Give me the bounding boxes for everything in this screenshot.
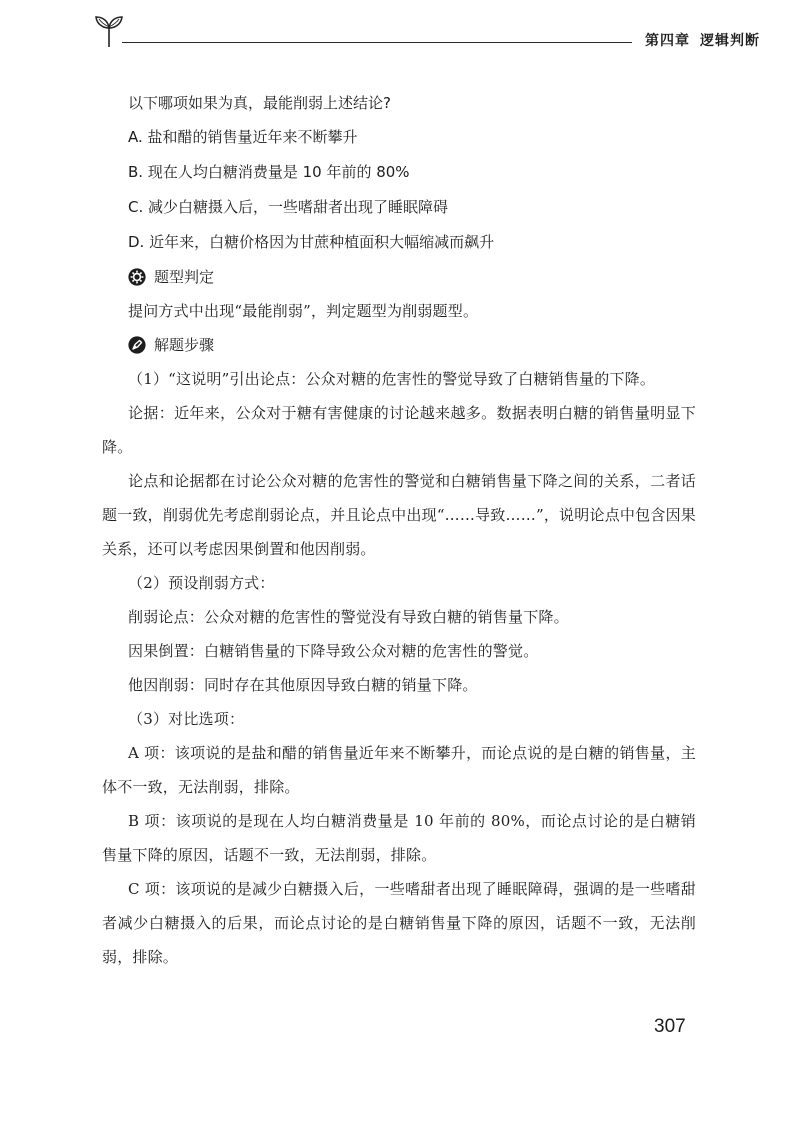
header-rule <box>122 42 632 43</box>
solution-heading <box>102 328 696 362</box>
option-c: C. 减少白糖摄入后，一些嗜甜者出现了睡眠障碍 <box>128 198 449 216</box>
chapter-number: 第四章 <box>645 33 690 49</box>
weaken-other-cause: 他因削弱：同时存在其他原因导致白糖的销量下降。 <box>128 676 478 694</box>
step-3-heading: （3）对比选项： <box>128 710 245 728</box>
option-b: B. 现在人均白糖消费量是 10 年前的 80% <box>128 163 410 181</box>
type-judgment-text: 提问方式中出现“最能削弱”，判定题型为削弱题型。 <box>128 302 479 320</box>
running-header <box>94 12 760 52</box>
step-1-evidence: 论据：近年来，公众对于糖有害健康的讨论越来越多。数据表明白糖的销售量明显下降。 <box>102 404 696 456</box>
solution-title: 解题步骤 <box>154 336 215 354</box>
question-prompt: 以下哪项如果为真，最能削弱上述结论? <box>128 94 391 112</box>
weaken-claim: 削弱论点：公众对糖的危害性的警觉没有导致白糖的销售量下降。 <box>128 608 569 626</box>
section-title: 逻辑判断 <box>700 33 760 49</box>
gear-icon <box>128 268 146 286</box>
page-number: 307 <box>654 1016 686 1037</box>
option-a: A. 盐和醋的销售量近年来不断攀升 <box>128 128 358 146</box>
sprout-icon <box>94 14 124 48</box>
step-2-heading: （2）预设削弱方式： <box>128 574 275 592</box>
option-d: D. 近年来，白糖价格因为甘蔗种植面积大幅缩减而飙升 <box>128 233 495 251</box>
options-list <box>102 120 696 260</box>
pen-nib-icon <box>128 336 146 354</box>
step-1-claim: （1）“这说明”引出论点：公众对糖的危害性的警觉导致了白糖销售量的下降。 <box>128 370 656 388</box>
compare-option-b: B 项：该项说的是现在人均白糖消费量是 10 年前的 80%，而论点讨论的是白糖销售量下降的原因，话题不一致，无法削弱，排除。 <box>102 812 696 864</box>
compare-option-a: A 项：该项说的是盐和醋的销售量近年来不断攀升，而论点说的是白糖的销售量，主体不一致，无法削弱，排除。 <box>102 744 696 796</box>
compare-option-c: C 项：该项说的是减少白糖摄入后，一些嗜甜者出现了睡眠障碍，强调的是一些嗜甜者减少白糖摄入的后果，而论点讨论的是白糖销售量下降的原因，话题不一致，无法削弱，排除。 <box>102 880 696 966</box>
chapter-title <box>645 30 760 50</box>
type-judgment-title: 题型判定 <box>154 268 215 286</box>
weaken-causal-reversal: 因果倒置：白糖销售量的下降导致公众对糖的危害性的警觉。 <box>128 642 539 660</box>
page-content <box>102 86 696 974</box>
step-1-analysis: 论点和论据都在讨论公众对糖的危害性的警觉和白糖销售量下降之间的关系，二者话题一致，削弱优先考虑削弱论点，并且论点中出现“……导致……”，说明论点中包含因果关系，还可以考虑因果倒置和他因削弱。 <box>102 472 696 558</box>
type-judgment-heading <box>102 260 696 294</box>
